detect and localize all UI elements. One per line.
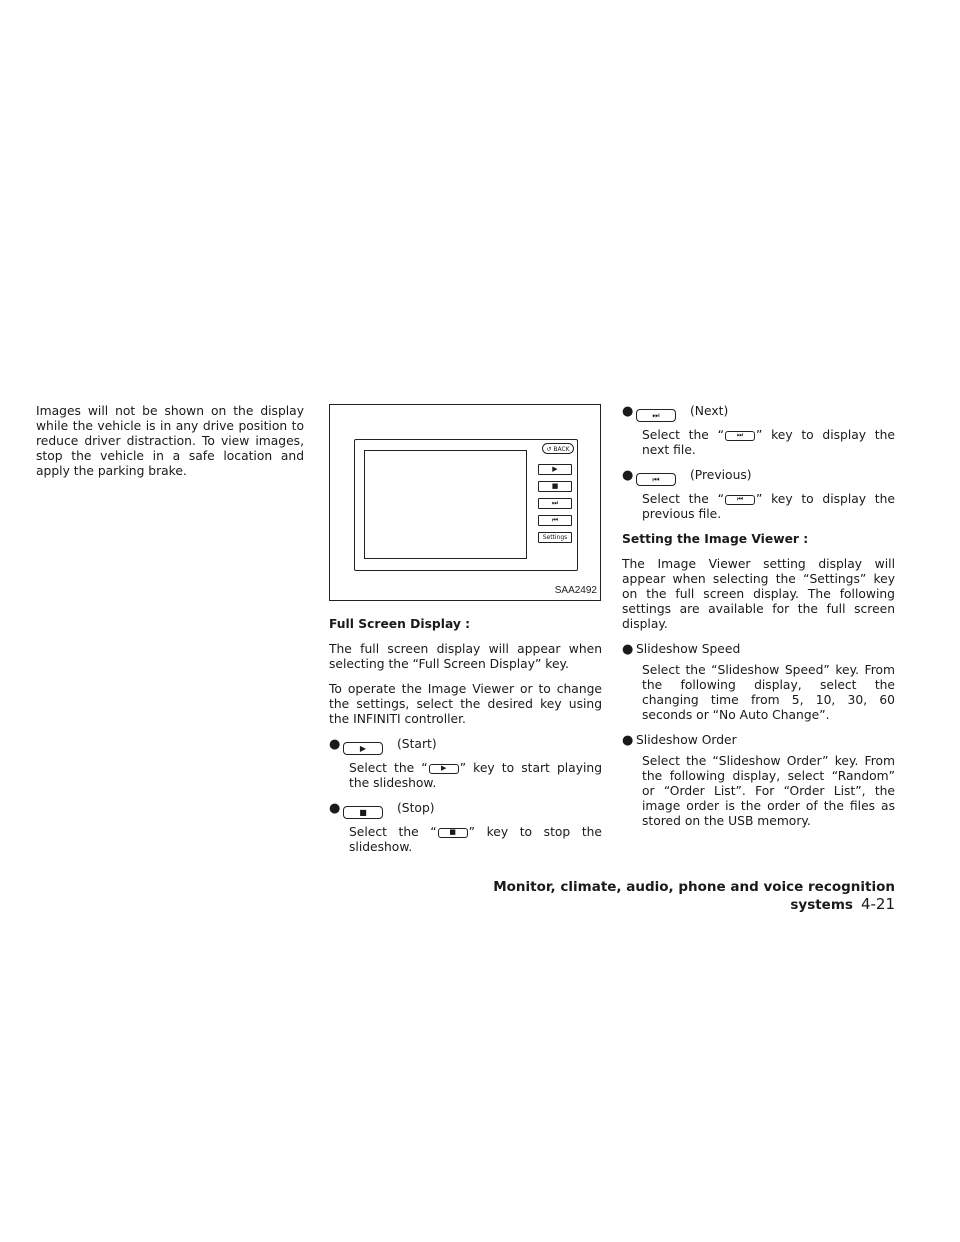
prev-bullet: [622, 468, 895, 488]
start-bullet: [329, 737, 602, 757]
speed-bullet: [622, 642, 895, 657]
full-screen-heading: Full Screen Display :: [329, 617, 471, 631]
bullet-dot: ●: [329, 801, 341, 816]
screen-illustration: [329, 404, 601, 601]
prev-label: (Previous): [690, 468, 752, 482]
speed-title: Slideshow Speed: [636, 642, 741, 656]
full-screen-paragraph-1: The full screen display will appear when selecting the “Full Screen Display” key.: [329, 642, 602, 671]
bullet-dot: ●: [622, 733, 634, 748]
column-right: [622, 404, 895, 839]
setting-paragraph: The Image Viewer setting display will appear when selecting the “Settings” key on the full screen display. The following settings are available for the full screen display.: [622, 557, 895, 631]
stop-label: (Stop): [397, 801, 435, 815]
play-key-icon: ▶: [343, 742, 383, 755]
start-pre: Select the “: [349, 761, 428, 775]
bullet-dot: ●: [622, 404, 634, 419]
speed-description: Select the “Slideshow Speed” key. From the following display, select the changing time from 5, 10, 30, 60 seconds or “No Auto Change”.: [642, 663, 895, 722]
next-icon: ⏭: [551, 499, 559, 507]
stop-pre: Select the “: [349, 825, 437, 839]
settings-key-illustration: [538, 532, 572, 543]
image-area: [364, 450, 527, 559]
next-key-icon: ⏭: [636, 409, 676, 422]
order-title: Slideshow Order: [636, 733, 737, 747]
intro-paragraph: Images will not be shown on the display while the vehicle is in any drive position to reduce driver distraction. To view images, stop the vehicle in a safe location and apply the parking brake.: [36, 404, 304, 478]
stop-icon: ■: [551, 482, 559, 490]
back-button: ↺ BACK: [542, 443, 574, 454]
stop-bullet: [329, 801, 602, 821]
prev-description: [642, 492, 895, 522]
column-left: [36, 404, 304, 489]
settings-label: Settings: [542, 534, 568, 541]
prev-key-icon: ⏮: [636, 473, 676, 486]
next-pre: Select the “: [642, 428, 724, 442]
back-label: BACK: [553, 446, 570, 453]
next-key-illustration: [538, 498, 572, 509]
stop-key-icon: ■: [343, 806, 383, 819]
next-key-icon-inline: ⏭: [725, 431, 755, 441]
prev-key-icon-inline: ⏮: [725, 495, 755, 505]
page-number: 4-21: [860, 895, 895, 913]
bullet-dot: ●: [622, 642, 634, 657]
play-key-icon-inline: ▶: [429, 764, 459, 774]
figure-code: SAA2492: [554, 585, 597, 596]
prev-pre: Select the “: [642, 492, 724, 506]
start-description: [349, 761, 602, 791]
section-title: Monitor, climate, audio, phone and voice recognition systems: [493, 879, 895, 913]
stop-key-icon-inline: ■: [438, 828, 468, 838]
column-middle: [329, 404, 602, 865]
setting-heading: Setting the Image Viewer :: [622, 532, 809, 546]
prev-key-illustration: [538, 515, 572, 526]
stop-description: [349, 825, 602, 855]
stop-post: ” key to stop the slideshow.: [349, 825, 602, 854]
page-footer: [480, 879, 895, 913]
prev-post: ” key to display the previous file.: [642, 492, 895, 521]
bullet-dot: ●: [329, 737, 341, 752]
next-post: ” key to display the next file.: [642, 428, 895, 457]
order-bullet: [622, 733, 895, 748]
next-bullet: [622, 404, 895, 424]
next-description: [642, 428, 895, 458]
play-key-illustration: [538, 464, 572, 475]
bullet-dot: ●: [622, 468, 634, 483]
stop-key-illustration: [538, 481, 572, 492]
start-post: ” key to start playing the slideshow.: [349, 761, 602, 790]
full-screen-paragraph-2: To operate the Image Viewer or to change the settings, select the desired key using the INFINITI controller.: [329, 682, 602, 726]
next-label: (Next): [690, 404, 729, 418]
prev-icon: ⏮: [551, 516, 559, 524]
play-icon: ▶: [552, 465, 558, 473]
order-description: Select the “Slideshow Order” key. From the following display, select “Random” or “Order List”. For “Order List”, the image order is the order of the files as stored on the USB memory.: [642, 754, 895, 828]
start-label: (Start): [397, 737, 437, 751]
